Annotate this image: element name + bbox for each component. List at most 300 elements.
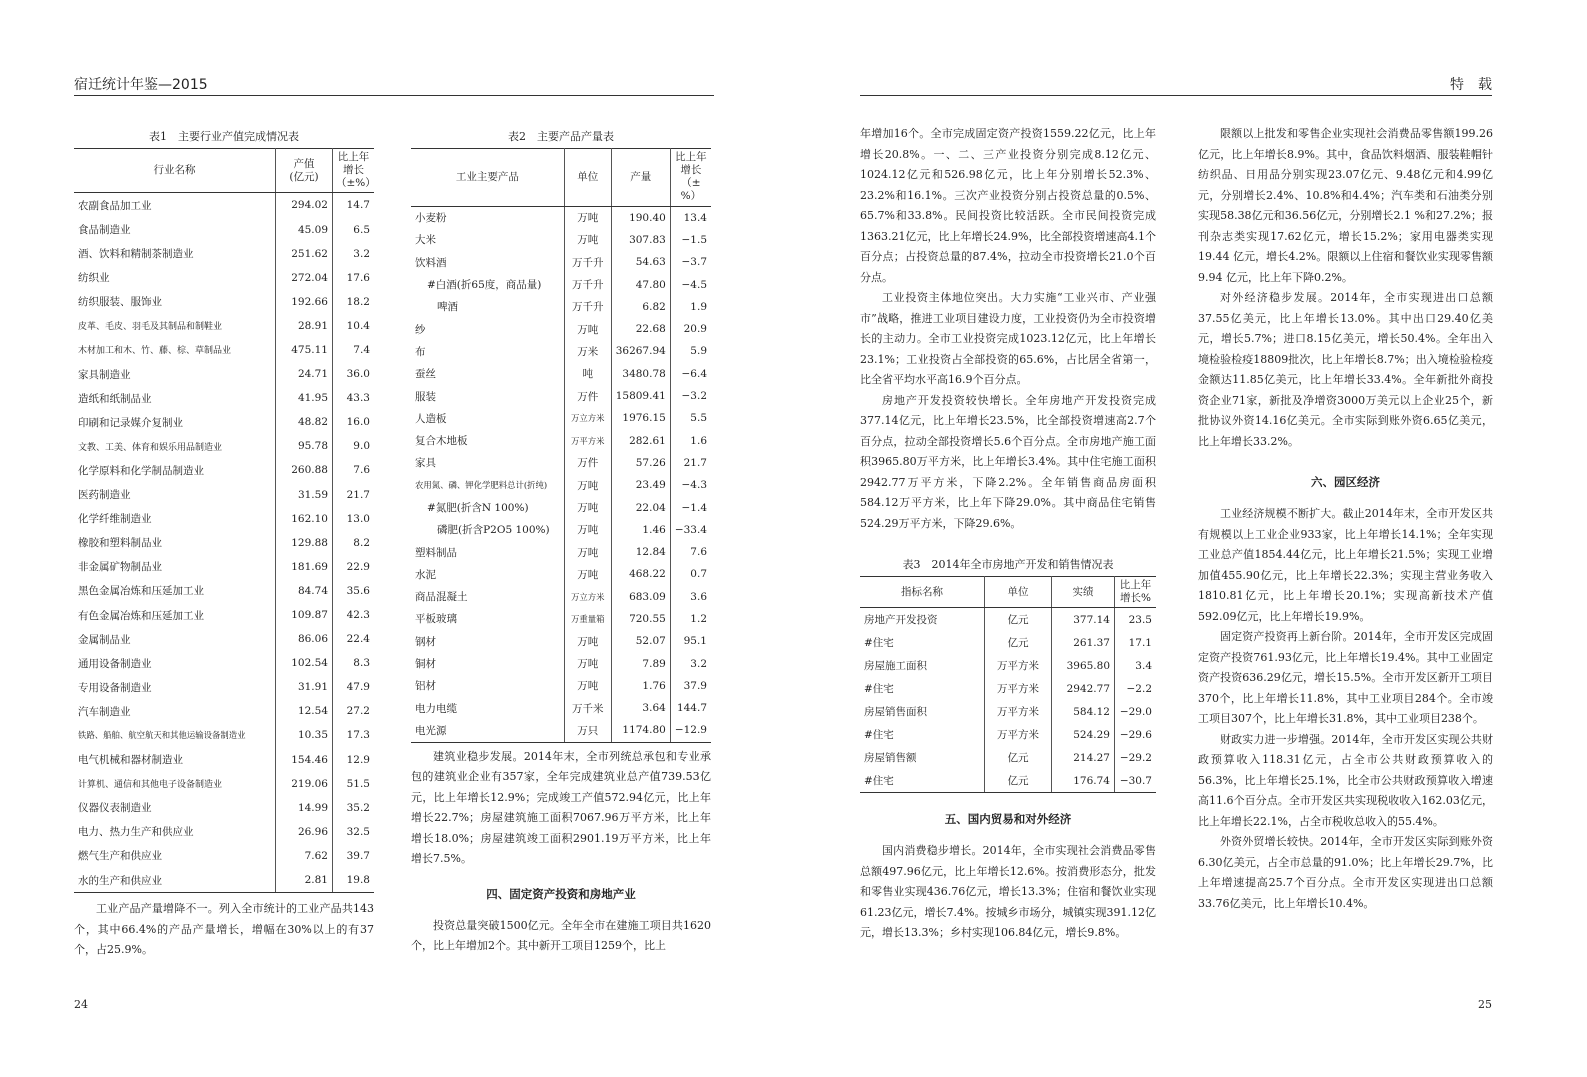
table1-cell: 文教、工美、体育和娱乐用品制造业 <box>78 442 223 453</box>
table1-cell: 造纸和纸制品业 <box>78 392 152 405</box>
table3-cell: 亿元 <box>985 631 1052 654</box>
table2-cell: 1174.80 <box>611 719 670 742</box>
left-col1-text <box>74 899 374 961</box>
table2-row <box>411 407 711 429</box>
table2-cell: 小麦粉 <box>415 212 447 225</box>
table3-cell: 23.5 <box>1115 608 1157 632</box>
paragraph: 年增加16个。全市完成固定资产投资1559.22亿元，比上年增长20.8%。一、二、三产业投资分别完成8.12亿元、1024.12亿元和526.98亿元，比上年分别增长52.3%、23.2%和16.1%。三次产业投资分别占投资总量的0.5%、65.7%和33.8%。民间投资比较活跃。全市民间投资完成1363.21亿元，比上年增长24.9%，比全部投资增速高4.1个百分点；占投资总量的87.4%，拉动全市投资增长21.0个百分点。 <box>860 127 1156 284</box>
table1-cell: 22.9 <box>333 555 375 579</box>
paragraph: 投资总量突破1500亿元。全年全市在建施工项目共1620个，比上年增加2个。其中新开工项目1259个，比上 <box>411 918 711 953</box>
table3-row <box>860 723 1156 746</box>
table1-cell: 9.0 <box>333 434 375 458</box>
table1-cell: 农副食品加工业 <box>78 199 152 212</box>
table2-cell: −3.7 <box>670 251 711 273</box>
table1-row <box>74 868 374 893</box>
table1-cell: 橡胶和塑料制品业 <box>78 537 162 550</box>
table1-cell: 14.7 <box>333 193 375 218</box>
table2-cell: −1.4 <box>670 496 711 518</box>
table3-cell: 261.37 <box>1052 631 1115 654</box>
table1-row <box>74 844 374 868</box>
table2-cell: 1976.15 <box>611 407 670 429</box>
table1-cell: 51.5 <box>333 772 375 796</box>
table1-row <box>74 410 374 434</box>
table1-cell: 129.88 <box>276 531 333 555</box>
table1-row <box>74 603 374 627</box>
table1-cell: 17.6 <box>333 266 375 290</box>
table2-cell: 3.6 <box>670 586 711 608</box>
table1-cell: 家具制造业 <box>78 368 131 381</box>
table1-cell: 260.88 <box>276 458 333 482</box>
right-running-head: 特 载 <box>1450 77 1492 93</box>
table2-cell: 万千升 <box>564 273 611 295</box>
table1-cell: 36.0 <box>333 362 375 386</box>
table2-cell: −4.5 <box>670 273 711 295</box>
table2-cell: 大米 <box>415 234 436 247</box>
table1-row <box>74 193 374 218</box>
table1-row <box>74 531 374 555</box>
left-header-rule <box>74 95 714 96</box>
table2-cell: 7.6 <box>670 541 711 563</box>
paragraph: 房地产开发投资较快增长。全年房地产开发投资完成377.14亿元，比上年增长23.5%，比全部投资增速高2.7个百分点，拉动全部投资增长5.6个百分点。全市房地产施工面积3965.80万平方米，比上年增长3.4%。其中住宅施工面积2942.77万平方米，下降2.2%。全年销售商品房面积584.12万平方米，比上年下降29.0%。其中商品住宅销售524.29万平方米，下降29.6%。 <box>860 393 1156 530</box>
table2-row <box>411 563 711 585</box>
table1-cell: 10.4 <box>333 314 375 338</box>
table3-cell: 万平方米 <box>985 723 1052 746</box>
left-col2-text2 <box>411 916 711 957</box>
table2-cell: 720.55 <box>611 608 670 630</box>
table1-cell: 水的生产和供应业 <box>74 868 276 893</box>
table2-cell: 电光源 <box>411 719 564 742</box>
table1-cell: 木材加工和木、竹、藤、棕、草制品业 <box>78 346 232 357</box>
table2-cell: 家具 <box>415 457 436 470</box>
table1-cell: 21.7 <box>333 483 375 507</box>
table2-cell: 万吨 <box>564 563 611 585</box>
section4-title: 四、固定资产投资和房地产业 <box>486 886 636 901</box>
table3-cell: 524.29 <box>1052 723 1115 746</box>
table2-cell: 54.63 <box>611 251 670 273</box>
table3-cell: 万平方米 <box>985 677 1052 700</box>
table1-row <box>74 699 374 723</box>
table1-cell: 酒、饮料和精制茶制造业 <box>78 248 194 261</box>
table1-cell: 41.95 <box>276 386 333 410</box>
table1-row <box>74 723 374 747</box>
table1-cell: 43.3 <box>333 386 375 410</box>
table2-cell: 饮料酒 <box>415 256 447 269</box>
table2 <box>411 148 711 743</box>
table1-header-value: 产值 (亿元) <box>276 149 333 193</box>
table3-row <box>860 700 1156 723</box>
table2-cell: 万件 <box>564 385 611 407</box>
right-column-2 <box>1198 124 1493 914</box>
table1-row <box>74 290 374 314</box>
table1-cell: 化学原料和化学制品制造业 <box>78 464 204 477</box>
table2-cell: 纱 <box>415 323 426 336</box>
table2-cell: −3.2 <box>670 385 711 407</box>
table2-row <box>411 296 711 318</box>
table2-cell: 复合木地板 <box>415 435 468 448</box>
table2-cell: 万吨 <box>564 630 611 652</box>
table2-cell: −4.3 <box>670 474 711 496</box>
table2-cell: 1.6 <box>670 429 711 451</box>
table2-cell: 5.5 <box>670 407 711 429</box>
table1-row <box>74 338 374 362</box>
table2-row <box>411 496 711 518</box>
table2-row <box>411 586 711 608</box>
table2-cell: 万吨 <box>564 206 611 229</box>
table1-row <box>74 314 374 338</box>
table2-cell: 万吨 <box>564 318 611 340</box>
table1-cell: 86.06 <box>276 627 333 651</box>
paragraph: 国内消费稳步增长。2014年，全市实现社会消费品零售总额497.96亿元，比上年增长12.6%。按消费形态分，批发和零售业实现436.76亿元，增长13.3%；住宿和餐饮业实现61.23亿元，增长7.4%。按城乡市场分，城镇实现391.12亿元，增长13.3%；乡村实现106.84亿元，增长9.8%。 <box>860 844 1156 940</box>
table3-header-actual: 实绩 <box>1052 577 1115 608</box>
table3-row <box>860 608 1156 632</box>
left-running-head: 宿迁统计年鉴—2015 <box>74 77 208 93</box>
table3-cell: 377.14 <box>1052 608 1115 632</box>
table1-row <box>74 796 374 820</box>
table2-cell: 95.1 <box>670 630 711 652</box>
table1-row <box>74 386 374 410</box>
table1-cell: 汽车制造业 <box>78 705 131 718</box>
table3-cell: #住宅 <box>864 683 894 696</box>
table1-row <box>74 362 374 386</box>
table1-row <box>74 458 374 482</box>
table1-row <box>74 579 374 603</box>
table1-cell: 12.9 <box>333 748 375 772</box>
table3-cell: 3.4 <box>1115 654 1157 677</box>
table2-cell: 万吨 <box>564 519 611 541</box>
table1-row <box>74 217 374 241</box>
table3-cell: −30.7 <box>1115 769 1157 793</box>
table2-cell: 万重量箱 <box>564 608 611 630</box>
table1-cell: 印刷和记录媒介复制业 <box>78 416 183 429</box>
table2-cell: 万立方米 <box>564 586 611 608</box>
table1-cell: 31.91 <box>276 675 333 699</box>
table2-cell: 1.76 <box>611 675 670 697</box>
table3-cell: 万平方米 <box>985 654 1052 677</box>
table3-cell: #住宅 <box>864 637 894 650</box>
table3-cell: 亿元 <box>985 746 1052 769</box>
table3-cell: 176.74 <box>1052 769 1115 793</box>
table2-row <box>411 429 711 451</box>
left-col2-text <box>411 747 711 870</box>
table1-row <box>74 627 374 651</box>
table2-row <box>411 229 711 251</box>
table1-cell: 109.87 <box>276 603 333 627</box>
table1-row <box>74 555 374 579</box>
left-column-1 <box>74 128 374 961</box>
table2-header-unit: 单位 <box>564 149 611 207</box>
table3-header-growth: 比上年 增长% <box>1115 577 1157 608</box>
table3-cell: 17.1 <box>1115 631 1157 654</box>
table1-cell: 272.04 <box>276 266 333 290</box>
right-header-rule <box>860 95 1492 96</box>
table1-cell: 18.2 <box>333 290 375 314</box>
table2-row <box>411 719 711 742</box>
table1-cell: 皮革、毛皮、羽毛及其制品和制鞋业 <box>78 322 223 333</box>
table2-cell: 布 <box>415 345 426 358</box>
table1-cell: 通用设备制造业 <box>78 657 152 670</box>
table2-row <box>411 474 711 496</box>
table2-cell: 啤酒 <box>437 301 458 314</box>
table1-cell: 35.2 <box>333 796 375 820</box>
table2-cell: 万千米 <box>564 697 611 719</box>
table1-cell: 39.7 <box>333 844 375 868</box>
table1-row <box>74 434 374 458</box>
table2-cell: 万吨 <box>564 541 611 563</box>
table2-cell: 22.04 <box>611 496 670 518</box>
table3-cell: 亿元 <box>985 769 1052 793</box>
table1-cell: 22.4 <box>333 627 375 651</box>
table2-row <box>411 630 711 652</box>
table1 <box>74 148 374 893</box>
table2-cell: 水泥 <box>415 568 436 581</box>
table1-cell: 192.66 <box>276 290 333 314</box>
table1-cell: 16.0 <box>333 410 375 434</box>
right-page <box>793 0 1587 1077</box>
table2-cell: 万千升 <box>564 296 611 318</box>
table3-row <box>860 769 1156 793</box>
table1-cell: 10.35 <box>276 723 333 747</box>
paragraph: 工业投资主体地位突出。大力实施“工业兴市、产业强市”战略，推进工业项目建设力度，工业投资仍为全市投资增长的主动力。全市工业投资完成1023.12亿元，比上年增长23.1%；工业投资占全部投资的65.6%，占比居全省第一，比全省平均水平高16.9个百分点。 <box>860 291 1156 386</box>
paragraph: 工业经济规模不断扩大。截止2014年末，全市开发区共有规模以上工业企业933家，比上年增长14.1%；全年实现工业总产值1854.44亿元，比上年增长21.5%；实现工业增加值455.90亿元，比上年增长22.3%；实现主营业务收入1810.81亿元，比上年增长20.1%；实现高新技术产值592.09亿元，比上年增长19.9%。 <box>1198 507 1493 623</box>
table2-cell: 铜材 <box>415 658 436 671</box>
table1-cell: 非金属矿物制品业 <box>78 561 162 574</box>
table2-row <box>411 697 711 719</box>
table3-cell: 万平方米 <box>985 700 1052 723</box>
table3-caption: 表3 2014年全市房地产开发和销售情况表 <box>902 558 1114 571</box>
table2-row <box>411 340 711 362</box>
table2-cell: 13.4 <box>670 206 711 229</box>
table1-cell: 化学纤维制造业 <box>78 513 152 526</box>
table2-cell: 3480.78 <box>611 363 670 385</box>
table1-cell: 3.2 <box>333 242 375 266</box>
table1-row <box>74 675 374 699</box>
left-page <box>0 0 793 1077</box>
table2-row <box>411 206 711 229</box>
table2-cell: 6.82 <box>611 296 670 318</box>
table2-cell: 万平方米 <box>564 429 611 451</box>
table2-cell: −12.9 <box>670 719 711 742</box>
table2-cell: 1.2 <box>670 608 711 630</box>
table2-cell: 37.9 <box>670 675 711 697</box>
table2-cell: 万吨 <box>564 652 611 674</box>
table1-cell: 食品制造业 <box>78 224 131 237</box>
table1-cell: 28.91 <box>276 314 333 338</box>
table2-cell: 36267.94 <box>611 340 670 362</box>
table2-cell: 万只 <box>564 719 611 742</box>
table1-cell: 纺织业 <box>78 272 110 285</box>
table3-row <box>860 677 1156 700</box>
table2-cell: 万吨 <box>564 496 611 518</box>
paragraph: 对外经济稳步发展。2014年，全市实现进出口总额37.55亿美元，比上年增长13.0%。其中出口29.40亿美元，增长5.7%；进口8.15亿美元，增长50.4%。全年出入境检验检疫18809批次，比上年增长8.7%；出入境检验检疫金额达11.85亿美元，比上年增长33.4%。全年新批外商投资企业71家，新批及净增资3000万美元以上企业25个，新批协议外资14.16亿美元。全市实际到账外资6.65亿美元，比上年增长33.2%。 <box>1198 291 1493 448</box>
table2-cell: 万千升 <box>564 251 611 273</box>
table2-row <box>411 452 711 474</box>
table1-cell: 84.74 <box>276 579 333 603</box>
table1-cell: 专用设备制造业 <box>78 681 152 694</box>
table1-row <box>74 507 374 531</box>
table2-row <box>411 318 711 340</box>
table1-cell: 医药制造业 <box>78 489 131 502</box>
table2-cell: −6.4 <box>670 363 711 385</box>
table1-cell: 24.71 <box>276 362 333 386</box>
table1-caption: 表1 主要行业产值完成情况表 <box>149 130 299 143</box>
table1-cell: 燃气生产和供应业 <box>78 850 162 863</box>
table2-cell: 22.68 <box>611 318 670 340</box>
table1-cell: 金属制品业 <box>78 633 131 646</box>
table2-cell: 塑料制品 <box>415 546 457 559</box>
paragraph: 财政实力进一步增强。2014年，全市开发区实现公共财政预算收入118.31亿元，占全市公共财政预算收入的56.3%，比上年增长25.1%，比全市公共财政预算收入增速高11.6个百分点。全市开发区共实现税收收入162.03亿元，比上年增长22.1%，占全市税收总收入的55.4%。 <box>1198 732 1493 828</box>
table3-cell: 3965.80 <box>1052 654 1115 677</box>
table2-cell: −1.5 <box>670 229 711 251</box>
table2-cell: 平板玻璃 <box>415 613 457 626</box>
table1-cell: 102.54 <box>276 651 333 675</box>
table1-cell: 8.3 <box>333 651 375 675</box>
table2-cell: 蚕丝 <box>415 368 436 381</box>
table3-row <box>860 746 1156 769</box>
table3-row <box>860 654 1156 677</box>
table3-header-unit: 单位 <box>985 577 1052 608</box>
table1-cell: 7.62 <box>276 844 333 868</box>
table1-cell: 219.06 <box>276 772 333 796</box>
table2-cell: 468.22 <box>611 563 670 585</box>
table2-cell: 21.7 <box>670 452 711 474</box>
table2-body <box>411 206 711 742</box>
table3-cell: 214.27 <box>1052 746 1115 769</box>
table1-header-growth: 比上年 增长 （±%） <box>333 149 375 193</box>
table2-cell: 钢材 <box>415 635 436 648</box>
table1-cell: 电力、热力生产和供应业 <box>78 826 194 839</box>
table1-cell: 电气机械和器材制造业 <box>78 754 183 767</box>
table1-cell: 26.96 <box>276 820 333 844</box>
table3-body <box>860 608 1156 793</box>
table1-cell: 8.2 <box>333 531 375 555</box>
table1-cell: 7.6 <box>333 458 375 482</box>
table1-cell: 45.09 <box>276 217 333 241</box>
table1-row <box>74 242 374 266</box>
table1-cell: 有色金属冶炼和压延加工业 <box>78 609 204 622</box>
table3-cell: −2.2 <box>1115 677 1157 700</box>
table1-cell: 2.81 <box>276 868 333 893</box>
table3-header-indicator: 指标名称 <box>860 577 985 608</box>
table1-cell: 13.0 <box>333 507 375 531</box>
section5-title: 五、国内贸易和对外经济 <box>944 812 1072 827</box>
table2-cell: 5.9 <box>670 340 711 362</box>
table3-cell: #住宅 <box>860 769 985 793</box>
table3-cell: 亿元 <box>985 608 1052 632</box>
table2-cell: 190.40 <box>611 206 670 229</box>
table2-cell: 铝材 <box>415 680 436 693</box>
table2-cell: 57.26 <box>611 452 670 474</box>
table1-cell: 475.11 <box>276 338 333 362</box>
table2-row <box>411 273 711 295</box>
paragraph: 限额以上批发和零售企业实现社会消费品零售额199.26亿元，比上年增长8.9%。其中，食品饮料烟酒、服装鞋帽针纺织品、日用品分别实现23.07亿元、9.48亿元和4.99亿元，分别增长2.4%、10.8%和4.4%；汽车类和石油类分别实现58.38亿元和36.56亿元，分别增长2.1 %和27.2%；报刊杂志类实现17.62亿元，增长15.2%；家用电器类实现19.44 亿元，增长4.2%。限额以上住宿和餐饮业实现零售额9.94 亿元，比上年下降0.2%。 <box>1198 127 1493 284</box>
table2-row <box>411 251 711 273</box>
table1-cell: 铁路、船舶、航空航天和其他运输设备制造业 <box>78 730 246 741</box>
table2-cell: −33.4 <box>670 519 711 541</box>
table1-cell: 纺织服装、服饰业 <box>78 296 162 309</box>
table1-cell: 162.10 <box>276 507 333 531</box>
table3-cell: 房屋销售面积 <box>864 706 927 719</box>
table1-row <box>74 483 374 507</box>
left-page-number: 24 <box>74 998 88 1011</box>
table2-row <box>411 385 711 407</box>
table1-cell: 31.59 <box>276 483 333 507</box>
table3-cell: 房屋施工面积 <box>864 660 927 673</box>
table1-cell: 47.9 <box>333 675 375 699</box>
table2-cell: 万吨 <box>564 675 611 697</box>
table2-header-product: 工业主要产品 <box>411 149 564 207</box>
table3-cell: 房地产开发投资 <box>864 614 938 627</box>
table1-cell: 294.02 <box>276 193 333 218</box>
table1-cell: 14.99 <box>276 796 333 820</box>
paragraph: 工业产品产量增降不一。列入全市统计的工业产品共143个，其中66.4%的产品产量增长，增幅在30%以上的有37个，占25.9%。 <box>74 902 374 957</box>
table1-cell: 27.2 <box>333 699 375 723</box>
table2-cell: 服装 <box>415 390 436 403</box>
table2-cell: 7.89 <box>611 652 670 674</box>
table1-cell: 6.5 <box>333 217 375 241</box>
table1-row <box>74 772 374 796</box>
table3-cell: 房屋销售额 <box>864 752 917 765</box>
table2-row <box>411 541 711 563</box>
table2-cell: 磷肥(折含P2O5 100%) <box>437 524 550 537</box>
table2-cell: 万吨 <box>564 229 611 251</box>
table1-body <box>74 193 374 893</box>
table2-cell: 农用氮、磷、钾化学肥料总计(折纯) <box>415 480 548 491</box>
table2-header-growth: 比上年 增长 （±%） <box>670 149 711 207</box>
table2-cell: 307.83 <box>611 229 670 251</box>
paragraph: 外资外贸增长较快。2014年，全市开发区实际到账外资6.30亿美元，占全市总量的91.0%；比上年增长29.7%，比上年增速提高25.7个百分点。全市开发区实现进出口总额33.76亿美元，比上年增长10.4%。 <box>1198 835 1493 910</box>
table2-cell: 1.46 <box>611 519 670 541</box>
table1-cell: 32.5 <box>333 820 375 844</box>
table2-cell: 3.2 <box>670 652 711 674</box>
table2-row <box>411 363 711 385</box>
table2-cell: #白酒(折65度，商品量) <box>427 279 542 292</box>
table1-row <box>74 820 374 844</box>
table3 <box>860 576 1156 793</box>
table2-cell: 144.7 <box>670 697 711 719</box>
table3-cell: −29.2 <box>1115 746 1157 769</box>
table2-cell: 万立方米 <box>564 407 611 429</box>
table2-cell: 47.80 <box>611 273 670 295</box>
table2-cell: 电力电缆 <box>415 702 457 715</box>
table1-cell: 35.6 <box>333 579 375 603</box>
table1-cell: 181.69 <box>276 555 333 579</box>
table1-row <box>74 748 374 772</box>
table3-cell: 2942.77 <box>1052 677 1115 700</box>
table2-cell: 52.07 <box>611 630 670 652</box>
table3-cell: #住宅 <box>864 729 894 742</box>
table2-cell: 12.84 <box>611 541 670 563</box>
table3-cell: 584.12 <box>1052 700 1115 723</box>
table2-caption: 表2 主要产品产量表 <box>508 130 614 143</box>
table2-cell: 1.9 <box>670 296 711 318</box>
table2-cell: 万件 <box>564 452 611 474</box>
table1-cell: 仪器仪表制造业 <box>78 802 152 815</box>
table2-cell: #氮肥(折含N 100%) <box>427 502 529 514</box>
table2-row <box>411 675 711 697</box>
table3-cell: −29.0 <box>1115 700 1157 723</box>
table1-cell: 154.46 <box>276 748 333 772</box>
table1-cell: 19.8 <box>333 868 375 893</box>
table1-row <box>74 651 374 675</box>
table1-cell: 计算机、通信和其他电子设备制造业 <box>78 780 223 791</box>
table1-cell: 黑色金属冶炼和压延加工业 <box>78 585 204 598</box>
table2-cell: 万米 <box>564 340 611 362</box>
table1-row <box>74 266 374 290</box>
table3-cell: −29.6 <box>1115 723 1157 746</box>
table2-cell: 282.61 <box>611 429 670 451</box>
table2-cell: 3.64 <box>611 697 670 719</box>
table2-cell: 23.49 <box>611 474 670 496</box>
